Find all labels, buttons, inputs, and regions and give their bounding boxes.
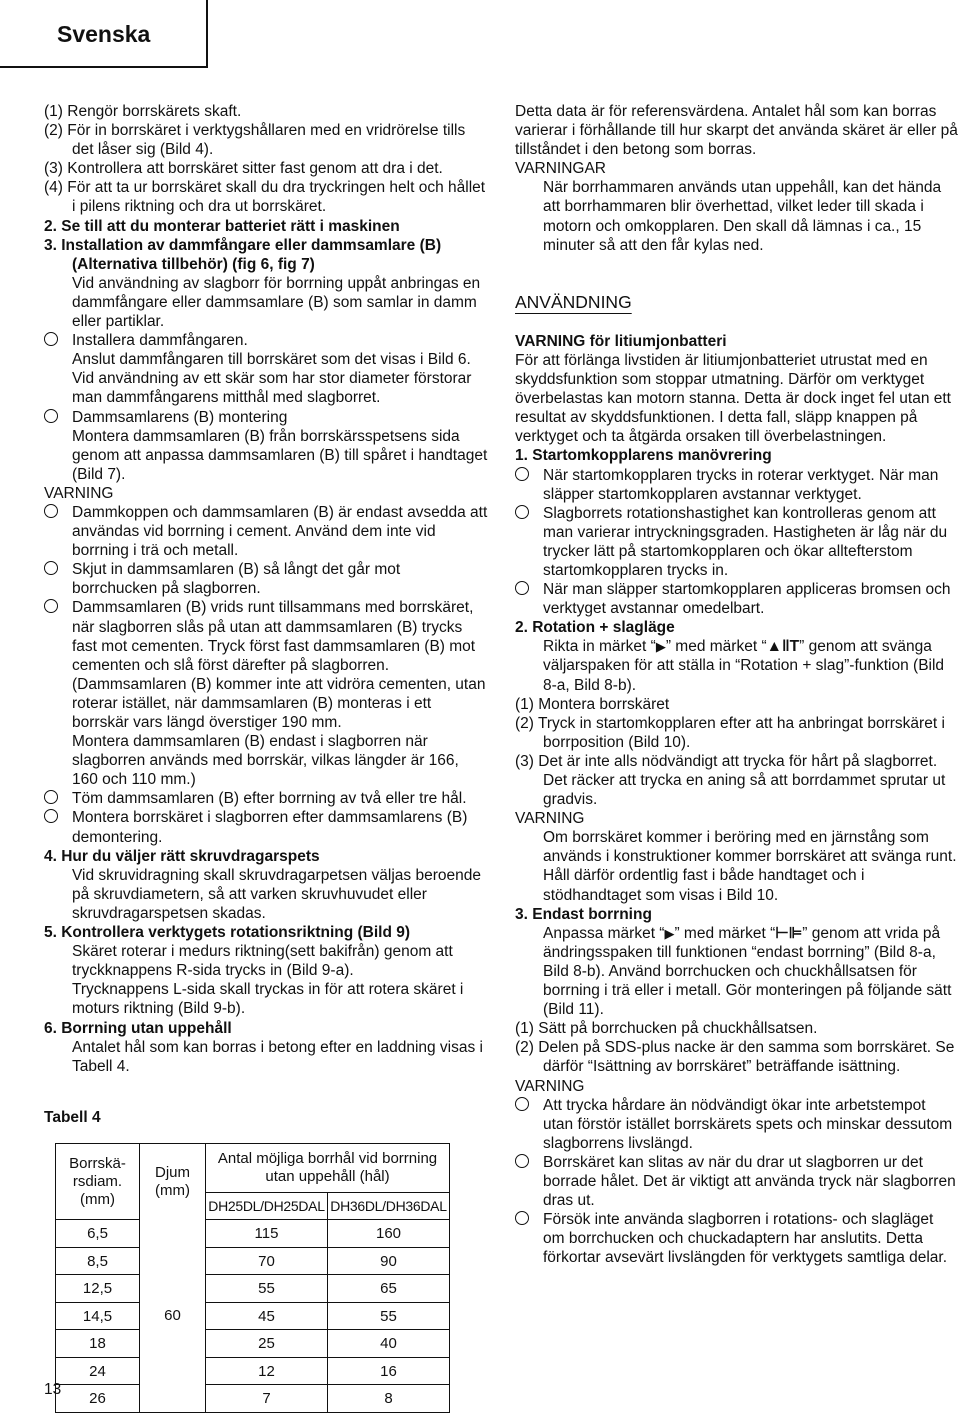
r-section-1-heading: 1. Startomkopplarens manövrering [515,447,772,465]
table-title: Tabell 4 [44,1108,101,1126]
table-cell: 25 [206,1330,328,1358]
triangle-mark-icon: ▶ [655,639,666,655]
final-warning-3: Försök inte använda slagborren i rotations- och slagläget om borrchucken och chuckadaptern har anslutits. Detta förkortar avsevärt livslängden för verktygets samtliga delar. [515,1210,959,1267]
table-cell: 65 [328,1275,450,1303]
step-3: (3) Kontrollera att borrskäret sitter fast genom att dra i det. [44,160,443,178]
table-cell: 12,5 [56,1275,140,1303]
table-row [56,1330,450,1358]
right-column [515,102,959,1267]
section-4-body: Vid skruvidragning skall skruvdragarpetsen väljas beroende på skruvdiametern, så att varken skruvhuvudet eller skruvdragarspetsen skadas. [72,866,481,922]
col-header-model-36: DH36DL/DH36DAL [328,1192,450,1220]
table-row [56,1275,450,1303]
warnings-heading: VARNINGAR [515,160,607,178]
text-part: ” genom att vrida på ändringsspaken till funktionen “endast borrning” (Bild 8-a, Bild 8-b). Använd borrchucken och chuckhållsatsen för borrning i trä eller i metall. Gör monteringen på följande sätt (Bild 11). [543,924,952,1019]
final-warning-2: Borrskäret kan slitas av när du drar ut slagborren ur det borrade hålet. Det är viktigt att använda tryck när slagborren dras ut. [515,1153,959,1210]
depth-cell: 60 [140,1220,206,1413]
col-header-model-25: DH25DL/DH25DAL [206,1192,328,1220]
table-cell: 40 [328,1330,450,1358]
table-cell: 16 [328,1357,450,1385]
rh-step-2: (2) Tryck in startomkopplaren efter att ha anbringat borrskäret i borrposition (Bild 10). [515,714,945,751]
dust-cup-text-1: Anslut dammfångaren till borrskäret som det visas i Bild 6. [72,351,471,369]
drill-only-text [515,924,959,1019]
do-step-2: (2) Delen på SDS-plus nacke är den samma som borrskäret. Se därför “Isättning av borrskäret” beträffande isättning. [515,1039,955,1076]
switch-bullet-3: När man släpper startomkopplaren appliceras bromsen och verktyget avstannar omedelbart. [515,580,959,618]
r-section-2-heading: 2. Rotation + slagläge [515,619,675,637]
warning-3: Dammsamlaren (B) vrids runt tillsammans med borrskäret, när slagborren slås på utan att dammsamlaren (B) trycks fast mot cementen. Tryck först fast dammsamlaren (B) mot cementen och slå först därefter på slagborren. (Dammsamlaren (B) kommer inte att vidröra cementen, utan roterar istället, när dammsamlaren (B) monteras i ett borrskär vars längd överstiger 190 mm. [44,598,488,732]
do-step-1: (1) Sätt på borrchucken på chuckhållsatsen. [515,1020,818,1038]
step-1: (1) Rengör borrskärets skaft. [44,103,242,120]
section-4-heading: 4. Hur du väljer rätt skruvdragarspets [44,847,320,865]
li-ion-warning-heading: VARNING för litiumjonbatteri [515,332,727,350]
warning-2: Skjut in dammsamlaren (B) så långt det går mot borrchucken på slagborren. [44,560,488,598]
section-5-heading: 5. Kontrollera verktygets rotationsriktning (Bild 9) [44,924,411,942]
table-cell: 115 [206,1220,328,1248]
section-2-heading: 2. Se till att du monterar batteriet rätt i maskinen [44,217,400,235]
warning-4: Töm dammsamlaren (B) efter borrning av två eller tre hål. [44,789,488,808]
final-warning-1: Att trycka hårdare än nödvändigt ökar inte arbetstempot utan förstör istället borrskärets spets och minskar dessutom slagborrens livslängd. [515,1096,959,1153]
r-section-3-heading: 3. Endast borrning [515,905,652,923]
warning-heading-3: VARNING [515,1077,585,1095]
section-5-body-2: Trycknappens L-sida skall tryckas in för att rotera skäret i moturs riktning (Bild 9-b). [72,981,464,1018]
table-cell: 160 [328,1220,450,1248]
table-row [56,1247,450,1275]
table-cell: 90 [328,1247,450,1275]
warning-5: Montera borrskäret i slagborren efter dammsamlarens (B) demontering. [44,808,488,846]
rh-step-1: (1) Montera borrskäret [515,695,670,713]
table-cell: 55 [206,1275,328,1303]
table-row [56,1385,450,1413]
li-ion-warning-body: För att förlänga livstiden är litiumjonbatteriet utrustat med en skyddsfunktion som stoppar utmatning. Därför om verktyget överbelastas kan motorn stanna. Detta är dock inget fel utan ett resultat av skyddsfunktionen. I detta fall, släpp knappen på verktyget och ta åtgärda orsaken till överbelastningen. [515,351,951,446]
drill-bit-mark-icon: ⊢⊫ [775,924,803,942]
usage-section-heading: ANVÄNDNING [515,291,632,312]
table-row [56,1302,450,1330]
rh-step-3: (3) Det är inte alls nödvändigt att trycka för hårt på slagborret. Det räcker att trycka en aning så att borrdammet sprutar ut gradvis. [515,752,946,809]
section-3-body: Vid användning av slagborr för borrning uppåt anbringas en dammfångare eller dammsamlare (B) som samlar in damm eller partiklar. [72,274,481,331]
hole-count-table [55,1143,450,1413]
table-cell: 14,5 [56,1302,140,1330]
text-part: ” genom att svänga väljarspaken för att ställa in “Rotation + slag”-funktion (Bild 8-a, Bild 8-b). [543,638,945,694]
bullet-dust-collector: Dammsamlarens (B) montering [44,408,488,427]
table-row [56,1357,450,1385]
table-cell: 8,5 [56,1247,140,1275]
text-part: Rikta in märket “ [543,638,656,656]
col-header-depth: Djum (mm) [140,1143,206,1220]
table-cell: 8 [328,1385,450,1413]
section-3-heading: 3. Installation av dammfångare eller dammsamlare (B) (Alternativa tillbehör) (fig 6, fig 7) [44,236,442,273]
dust-collector-text: Montera dammsamlaren (B) från borrskärsspetsens sida genom att anpassa dammsamlaren (B) till spåret i handtaget (Bild 7). [72,427,488,483]
col-header-holes: Antal möjliga borrhål vid borrning utan uppehåll (hål) [206,1143,450,1192]
reference-note: Detta data är för referensvärdena. Antalet hål som kan borras varierar i förhållande till hur skarpt det använda skäret är eller på tillståndet i den betong som borras. [515,103,958,159]
warning-3-cont: Montera dammsamlaren (B) endast i slagborren när slagborren används med borrskär, vilkas längder är 166, 160 och 110 mm.) [72,733,459,789]
dust-cup-text-2: Vid användning av ett skär som har stor diameter förstorar man dammfångarens mitthål med slagborret. [72,370,472,407]
text-part: ” med märket “ [674,924,776,942]
step-4: (4) För att ta ur borrskäret skall du dra tryckringen helt och hållet i pilens riktning och dra ut borrskäret. [44,179,486,216]
warning-1: Dammkoppen och dammsamlaren (B) är endast avsedda att användas vid borrning i cement. Använd dem inte vid borrning i trä och metall. [44,503,488,560]
text-part: Anpassa märket “ [543,924,665,942]
warning-heading-2: VARNING [515,810,585,828]
triangle-mark-icon: ▶ [664,925,675,941]
switch-bullet-2: Slagborrets rotationshastighet kan kontrolleras genom att man varierar intryckningsgraden. Hastigheten är låg när du trycker lätt på startomkopplaren och ökar alltefterstom startomkopplaren trycks in. [515,504,959,580]
language-title: Svenska [57,21,151,47]
table-cell: 45 [206,1302,328,1330]
overheat-warning: När borrhammaren används utan uppehåll, kan det hända att borrhammaren blir överhettad, vilket leder till skada i motorn och omkopplaren. Den skall då lämnas i ca., 15 minuter så att den får kylas ned. [543,179,942,254]
table-cell: 70 [206,1247,328,1275]
col-header-diameter: Borrskä-rsdiam. (mm) [56,1143,140,1220]
section-6-heading: 6. Borrning utan uppehåll [44,1019,232,1037]
table-cell: 24 [56,1357,140,1385]
table-cell: 26 [56,1385,140,1413]
bullet-install-dust-cup: Installera dammfångaren. [44,331,488,350]
switch-bullet-1: När startomkopplaren trycks in roterar verktyget. När man släpper startomkopplaren avstannar verktyget. [515,466,959,504]
table-cell: 55 [328,1302,450,1330]
table-row [56,1220,450,1248]
warning-rebar-text: Om borrskäret kommer i beröring med en järnstång som används i konstruktioner kommer borrskäret att svänga runt. Håll därför ordentlig fast i både handtaget och i stödhandtaget som visas i Bild 10. [543,829,957,904]
warning-heading: VARNING [44,484,114,502]
rotation-hammer-text [515,637,959,694]
table-cell: 12 [206,1357,328,1385]
table-cell: 18 [56,1330,140,1358]
page-number: 13 [44,1381,62,1398]
table-cell: 7 [206,1385,328,1413]
section-5-body-1: Skäret roterar i medurs riktning(sett bakifrån) genom att tryckknappens R-sida trycks in (Bild 9-a). [72,943,453,980]
left-column [44,102,488,1413]
step-2: (2) För in borrskäret i verktygshållaren med en vridrörelse tills det låser sig (Bild 4). [44,122,466,159]
text-part: ” med märket “ [665,638,767,656]
section-6-body: Antalet hål som kan borras i betong efter en laddning visas i Tabell 4. [72,1038,483,1075]
table-cell: 6,5 [56,1220,140,1248]
hammer-drill-mark-icon: ▲‖T [766,638,800,656]
